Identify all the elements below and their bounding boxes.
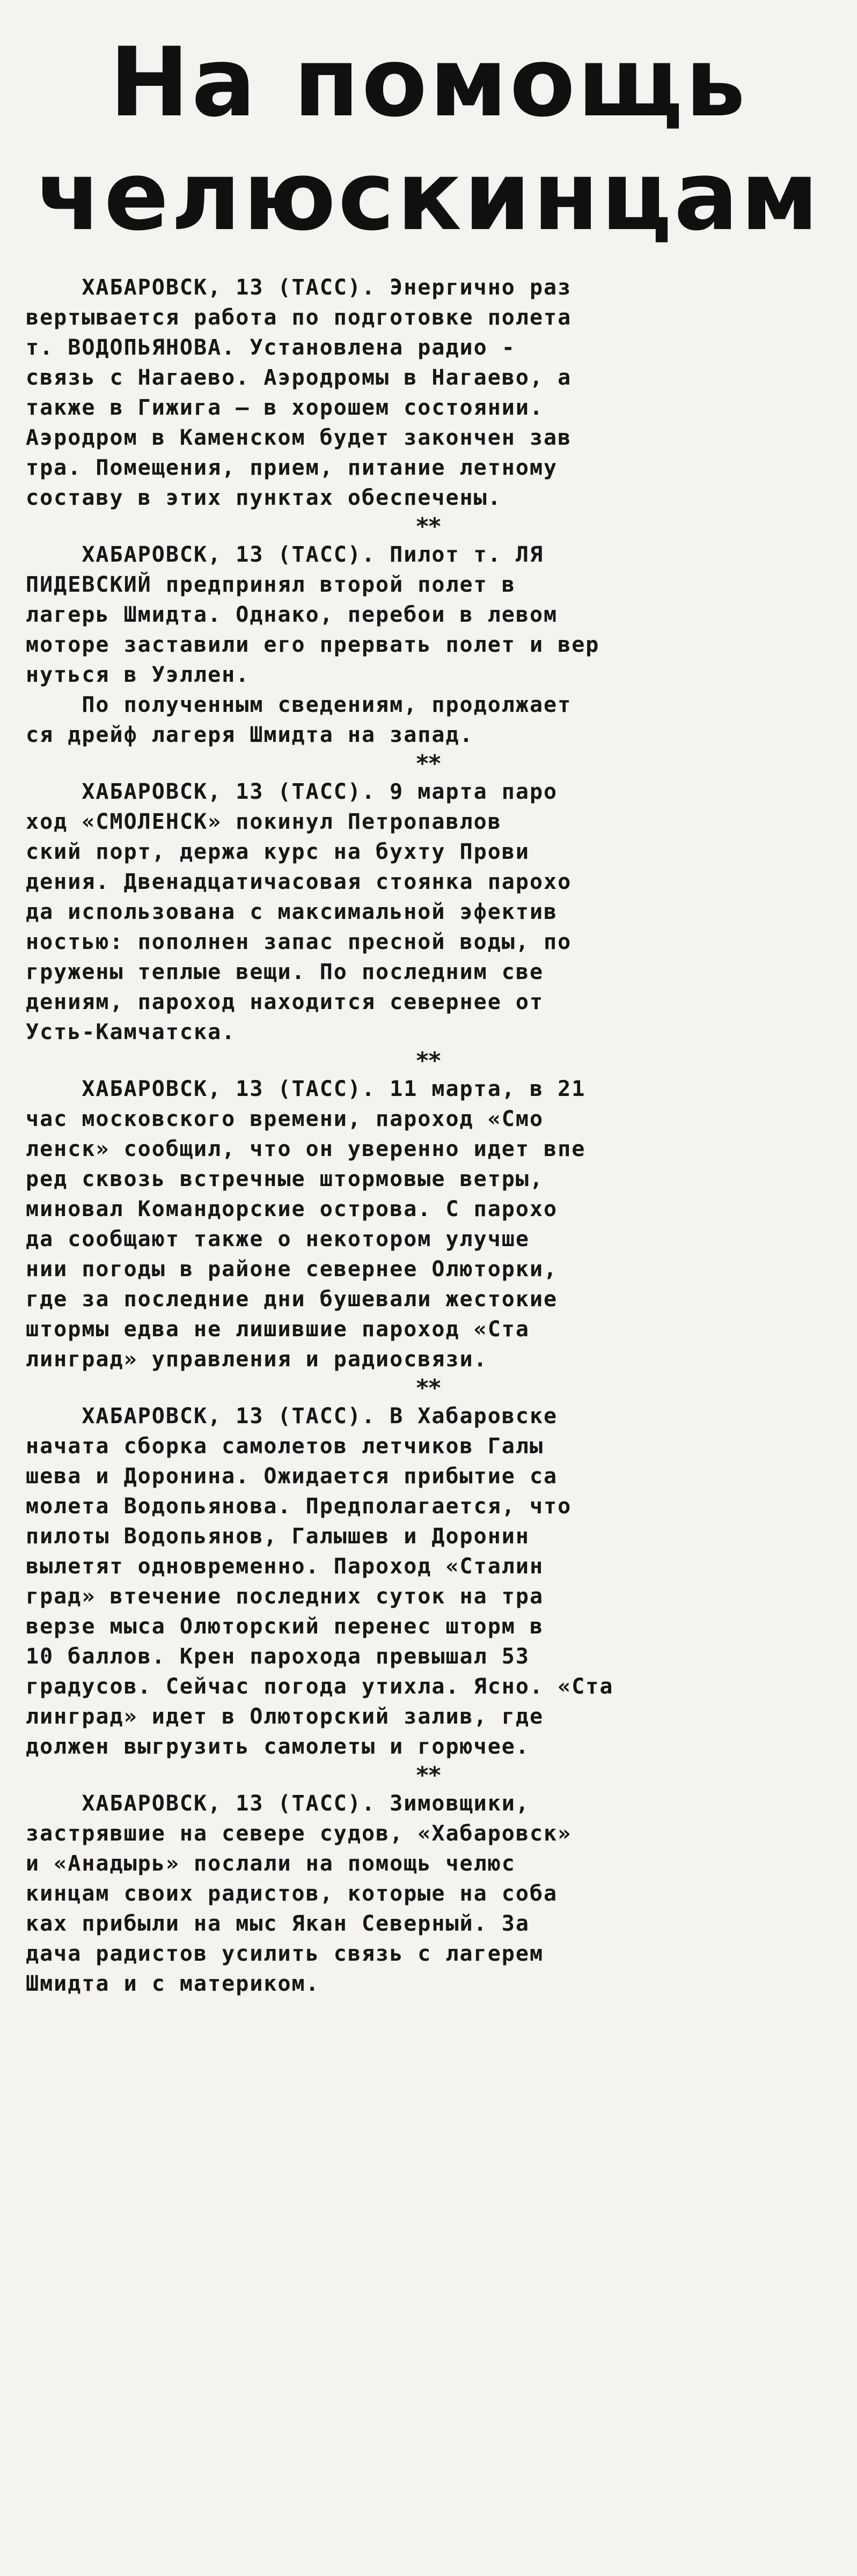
separator-asterisks: ** [416, 1762, 441, 1789]
dispatch-3 [26, 777, 831, 1047]
dispatch-4 [26, 1074, 831, 1374]
headline-line-1: На помощь [109, 27, 748, 138]
dispatch-text: ХАБАРОВСК, 13 (ТАСС). Энергично раз вертывается работа по подготовке полета т. ВОДОПЬЯНОВА. Установлена радио - связь с Нагаево. Аэродромы в Нагаево, а также в Гижига — в хорошем состоянии. Аэродром в Каменском будет закончен зав тра. Помещения, прием, питание летному составу в этих пунктах обеспечены. [26, 275, 572, 510]
separator-asterisks: ** [416, 1047, 441, 1074]
dispatch-text: ХАБАРОВСК, 13 (ТАСС). Пилот т. ЛЯ ПИДЕВСКИЙ предпринял второй полет в лагерь Шмидта. Однако, перебои в левом моторе заставили его прервать полет и вер нуться в Уэллен. По полученным сведениям, продолжает ся дрейф лагеря Шмидта на запад. [26, 542, 600, 747]
dispatch-6 [26, 1789, 831, 1999]
dispatch-1 [26, 273, 831, 513]
dispatch-text: ХАБАРОВСК, 13 (ТАСС). 11 марта, в 21 час московского времени, пароход «Смо ленск» сообщил, что он уверенно идет впе ред сквозь встречные штормовые ветры, миновал Командорские острова. С парохо да сообщают также о некотором улучше нии погоды в районе севернее Олюторки, где за последние дни бушевали жестокие штормы едва не лишившие пароход «Ста линград» управления и радиосвязи. [26, 1077, 586, 1372]
separator-asterisks: ** [416, 513, 441, 540]
headline-line-2: челюскинцам [36, 141, 821, 252]
separator-asterisks: ** [416, 1374, 441, 1402]
dispatch-5 [26, 1401, 831, 1762]
dispatch-text: ХАБАРОВСК, 13 (ТАСС). Зимовщики, застрявшие на севере судов, «Хабаровск» и «Анадырь» послали на помощь челюс кинцам своих радистов, которые на соба ках прибыли на мыс Якан Северный. За дача радистов усилить связь с лагерем Шмидта и с материком. [26, 1791, 572, 1996]
dispatch-2 [26, 540, 831, 750]
dispatch-text: ХАБАРОВСК, 13 (ТАСС). 9 марта паро ход «СМОЛЕНСК» покинул Петропавлов ский порт, держа курс на бухту Прови дения. Двенадцатичасовая стоянка парохо да использована с максимальной эфектив ностью: пополнен запас пресной воды, по гружены теплые вещи. По последним све дениям, пароход находится севернее от Усть-Камчатска. [26, 779, 572, 1044]
separator-asterisks: ** [416, 750, 441, 777]
headline [26, 26, 831, 253]
dispatch-text: ХАБАРОВСК, 13 (ТАСС). В Хабаровске начата сборка самолетов летчиков Галы шева и Доронина. Ожидается прибытие са молета Водопьянова. Предполагается, что пилоты Водопьянов, Галышев и Доронин вылетят одновременно. Пароход «Сталин град» втечение последних суток на тра верзе мыса Олюторский перенес шторм в 10 баллов. Крен парохода превышал 53 градусов. Сейчас погода утихла. Ясно. «Ста линград» идет в Олюторский залив, где должен выгрузить самолеты и горючее. [26, 1404, 614, 1759]
